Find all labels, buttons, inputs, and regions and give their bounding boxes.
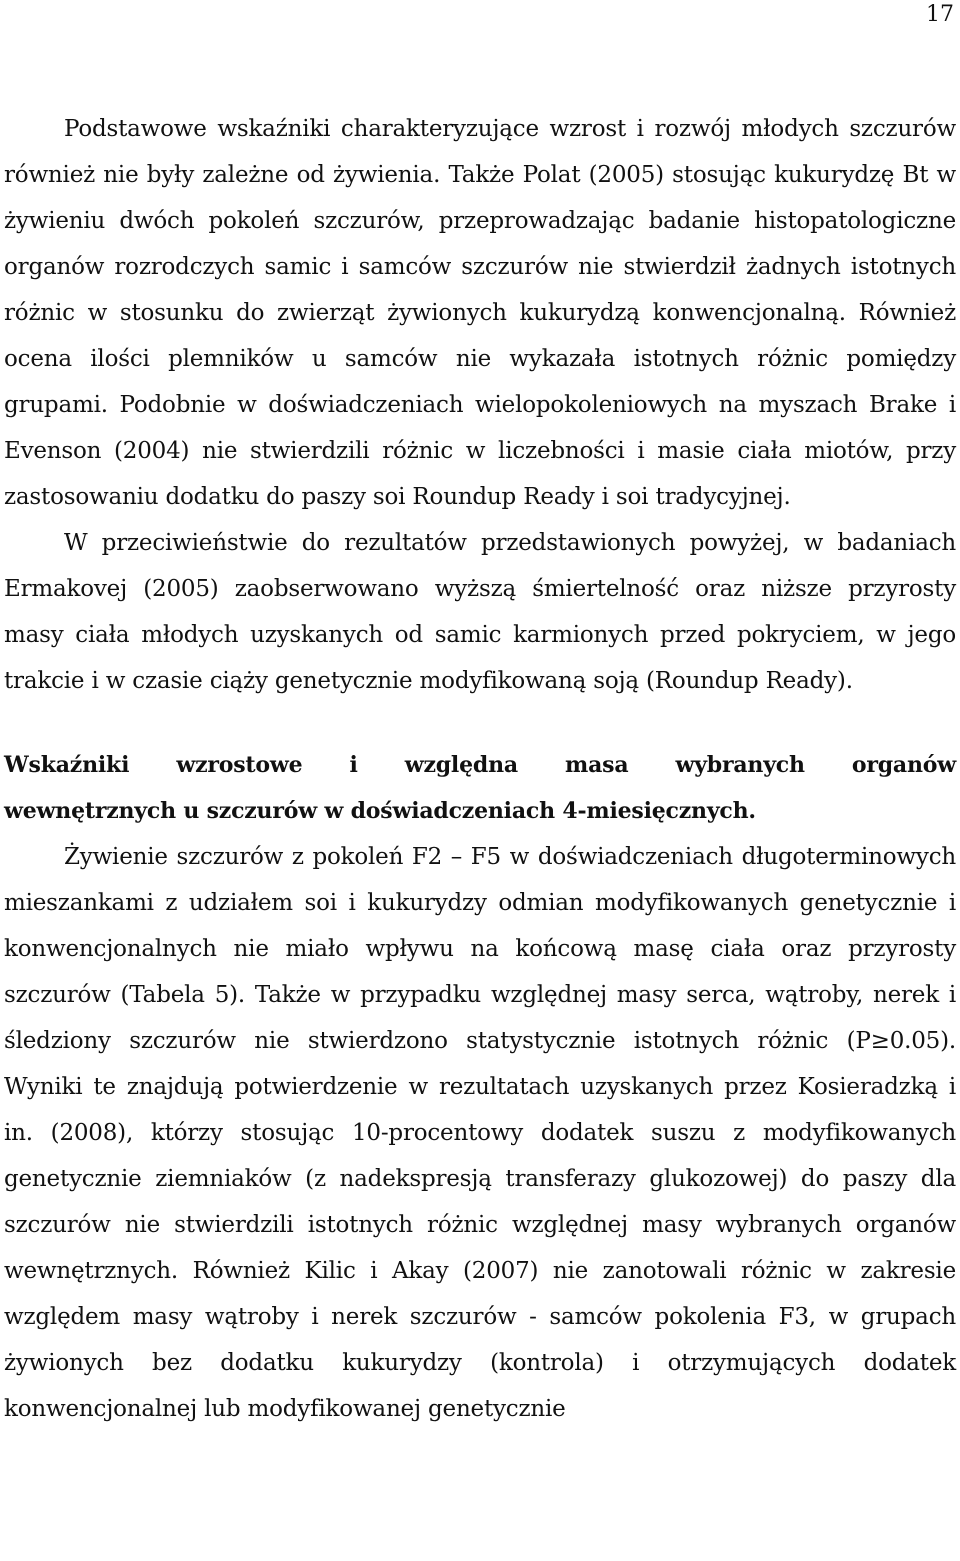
paragraph-long-term-feeding: Żywienie szczurów z pokoleń F2 – F5 w doświadczeniach długoterminowych mieszankami z udziałem soi i kukurydzy odmian modyfikowanych genetycznie i konwencjonalnych nie miało wpływu na końcową masę ciała oraz przyrosty szczurów (Tabela 5). Także w przypadku względnej masy serca, wątroby, nerek i śledziony szczurów nie stwierdzono statystycznie istotnych różnic (P≥0.05). Wyniki te znajdują potwierdzenie w rezultatach uzyskanych przez Kosieradzką i in. (2008), którzy stosując 10-procentowy dodatek suszu z modyfikowanych genetycznie ziemniaków (z nadekspresją transferazy glukozowej) do paszy dla szczurów nie stwierdzili istotnych różnic względnej masy wybranych organów wewnętrznych. Również Kilic i Akay (2007) nie zanotowali różnic w zakresie względem masy wątroby i nerek szczurów - samców pokolenia F3, w grupach żywionych bez dodatku kukurydzy (kontrola) i otrzymujących dodatek konwencjonalnej lub modyfikowanej genetycznie (4, 844, 956, 1422)
section-heading (4, 742, 956, 834)
paragraph-growth-indicators: Podstawowe wskaźniki charakteryzujące wzrost i rozwój młodych szczurów również nie były zależne od żywienia. Także Polat (2005) stosując kukurydzę Bt w żywieniu dwóch pokoleń szczurów, przeprowadzając badanie histopatologiczne organów rozrodczych samic i samców szczurów nie stwierdził żadnych istotnych różnic w stosunku do zwierząt żywionych kukurydzą konwencjonalną. Również ocena ilości plemników u samców nie wykazała istotnych różnic pomiędzy grupami. Podobnie w doświadczeniach wielopokoleniowych na myszach Brake i Evenson (2004) nie stwierdzili różnic w liczebności i masie ciała miotów, przy zastosowaniu dodatku do paszy soi Roundup Ready i soi tradycyjnej. (4, 116, 956, 510)
document-body (4, 106, 956, 1432)
paragraph-ermakova-results: W przeciwieństwie do rezultatów przedstawionych powyżej, w badaniach Ermakovej (2005) zaobserwowano wyższą śmiertelność oraz niższe przyrosty masy ciała młodych uzyskanych od samic karmionych przed pokryciem, w jego trakcie i w czasie ciąży genetycznie modyfikowaną soją (Roundup Ready). (4, 530, 956, 694)
section-heading-line-2: wewnętrznych u szczurów w doświadczeniach 4-miesięcznych. (4, 798, 756, 824)
section-heading-line-1: Wskaźniki wzrostowe i względna masa wybranych organów (4, 752, 956, 778)
page-number: 17 (926, 2, 954, 27)
